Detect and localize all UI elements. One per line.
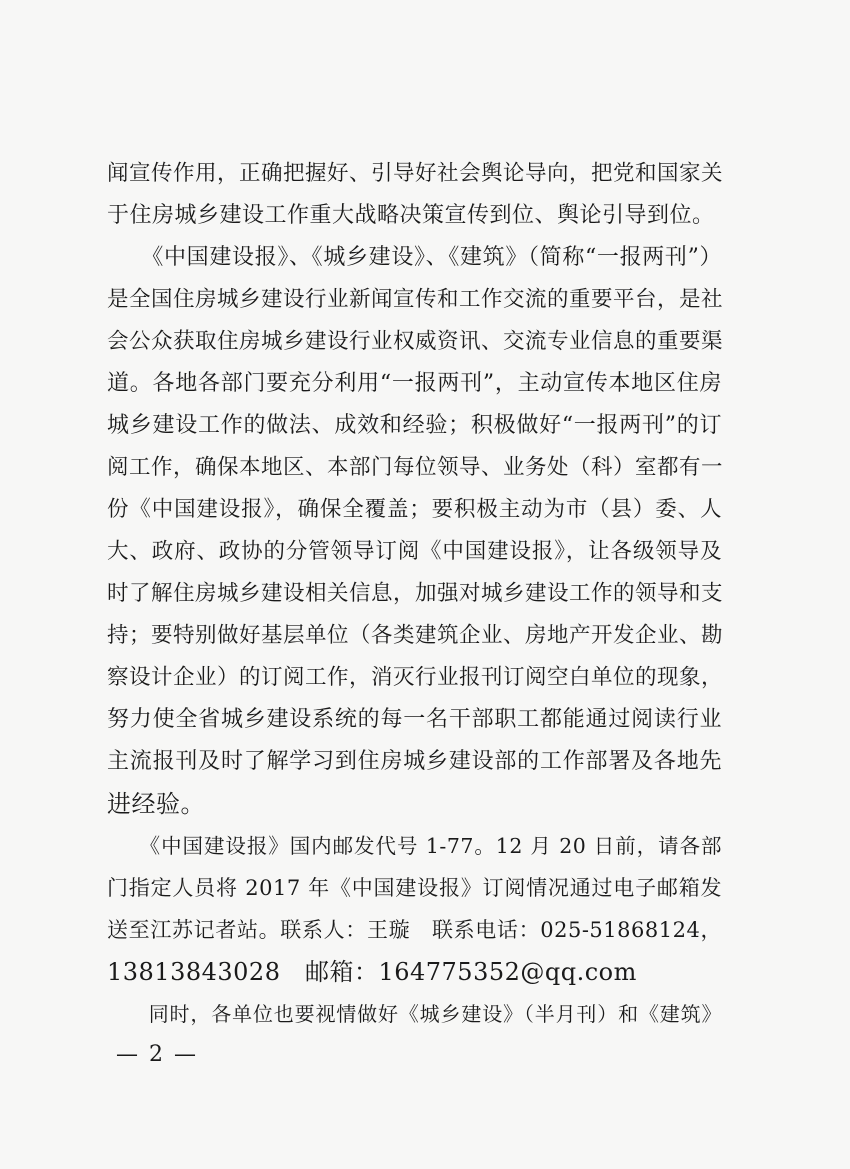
body-text-line: 是全国住房城乡建设行业新闻宣传和工作交流的重要平台，是社 (107, 287, 724, 312)
body-text-line: 《中国建设报》、《城乡建设》、《建筑》（简称“一报两刊”） (107, 245, 722, 270)
body-text-line: 13813843028 邮箱：164775352@qq.com (107, 958, 637, 986)
body-text-line: 时了解住房城乡建设相关信息，加强对城乡建设工作的领导和支 (107, 581, 724, 606)
body-text-line: 闻宣传作用，正确把握好、引导好社会舆论导向，把党和国家关 (107, 161, 724, 186)
body-text-line: 城乡建设工作的做法、成效和经验；积极做好“一报两刊”的订 (107, 413, 722, 438)
body-text-line: 于住房城乡建设工作重大战略决策宣传到位、舆论引导到位。 (107, 203, 715, 228)
body-text-line: 门指定人员将 2017 年《中国建设报》订阅情况通过电子邮箱发 (107, 876, 722, 900)
body-text-line: 持；要特别做好基层单位（各类建筑企业、房地产开发企业、勘 (107, 623, 724, 648)
body-text-line: 大、政府、政协的分管领导订阅《中国建设报》，让各级领导及 (107, 539, 722, 564)
body-text-line: 阅工作，确保本地区、本部门每位领导、业务处（科）室都有一 (107, 455, 724, 480)
page-number: — 2 — (116, 1042, 198, 1067)
body-text-line: 主流报刊及时了解学习到住房城乡建设部的工作部署及各地先 (107, 749, 722, 774)
body-text-line: 送至江苏记者站。联系人：王璇 联系电话：025-51868124， (107, 918, 722, 942)
body-text-line: 同时，各单位也要视情做好《城乡建设》（半月刊）和《建筑》 (107, 1002, 722, 1026)
body-text-line: 道。各地各部门要充分利用“一报两刊”，主动宣传本地区住房 (107, 371, 722, 396)
body-text-line: 份《中国建设报》，确保全覆盖；要积极主动为市（县）委、人 (107, 497, 722, 522)
body-text-line: 《中国建设报》国内邮发代号 1-77。12 月 20 日前，请各部 (107, 834, 722, 858)
body-text-line: 努力使全省城乡建设系统的每一名干部职工都能通过阅读行业 (107, 707, 722, 732)
body-text-line: 会公众获取住房城乡建设行业权威资讯、交流专业信息的重要渠 (107, 329, 724, 354)
body-text-line: 察设计企业）的订阅工作，消灭行业报刊订阅空白单位的现象， (107, 665, 724, 690)
body-text-line: 进经验。 (107, 790, 205, 818)
